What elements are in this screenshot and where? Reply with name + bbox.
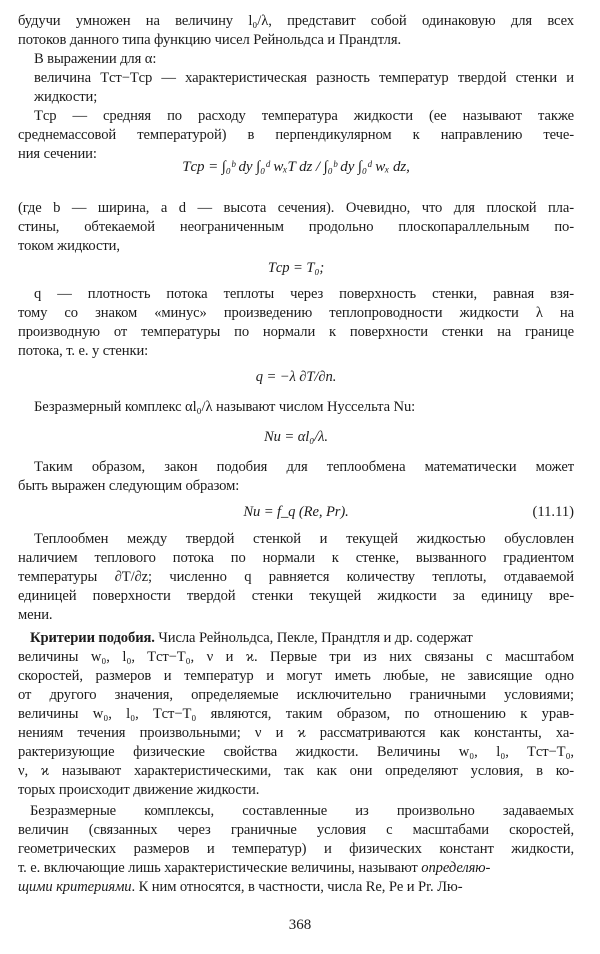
text-line: (где b — ширина, а d — высота сечения). Очевидно, что для плоской пла-: [18, 200, 574, 216]
equation-similarity-law: Nu = f_q (Re, Pr).: [243, 504, 349, 520]
text-line: в потоке сил, так и происходящих в потоке процессов переноса (напомним,: [18, 903, 88, 907]
text-fragment: т. е. включающие лишь характеристические величины, называют: [18, 860, 422, 876]
text-line: что при течении вязкой теплопроводящей жидкости имеют место перенос: [18, 906, 87, 910]
text-line: среднемассовой температурой) в перпендикулярном к направлению тече-: [18, 127, 574, 143]
text-fragment: Числа Рейнольдса, Пекле, Прандтля и др. содержат: [154, 630, 473, 646]
text-line: геометрических размеров и температур) и физических констант жидкости,: [18, 841, 574, 857]
equation-number: (11.11): [532, 504, 574, 520]
text-line: потока, т. е. у стенки:: [18, 343, 149, 359]
text-line: импульса вследствие вязкости и перенос теплоты за счет теплопроводности).: [18, 909, 90, 912]
section-heading-line: [30, 629, 574, 648]
text-line: единицей поверхности твердой стенки текущей жидкости за единицу вре-: [18, 588, 574, 604]
text-line: величины w₀, l₀, Tст−T₀ являются, таким образом, по отношению к урав-: [18, 706, 574, 722]
text-line: В выражении для α:: [34, 51, 157, 67]
section-heading: Критерии подобия.: [30, 630, 155, 646]
text-line: рактеризующие физические свойства жидкости. Величины w₀, l₀, Tст−T₀,: [18, 744, 574, 760]
equation-plate-temperature: Tср = T₀;: [267, 260, 325, 276]
text-line: наличием теплового потока по нормали к стенке, вызванного градиентом: [18, 550, 574, 566]
text-line: [18, 878, 574, 897]
text-line: температуры ∂T/∂z; численно q равняется количеству теплоты, отдаваемой: [18, 569, 574, 585]
text-line: величина Tст−Tср — характеристическая разность температур твердой стенки и жидкости;: [34, 70, 574, 105]
text-line: ское подобие, суть которого состоит в том, что при одинаковом значении со-: [18, 914, 89, 918]
text-line: нениям течения произвольными; ν и ϰ рассматриваются как константы, ха-: [18, 725, 574, 741]
text-line: производную от температуры по нормали к поверхности стенки на границе: [18, 324, 574, 340]
text-line: током жидкости,: [18, 238, 120, 254]
text-line: q — плотность потока теплоты через поверхность стенки, равная взя-: [34, 286, 574, 302]
equation-nusselt: Nu = αl₀/λ.: [264, 429, 328, 445]
text-line: тому со знаком «минус» произведению теплопроводности жидкости λ на: [18, 305, 574, 321]
text-line: стины, обтекаемой неограниченным продольно плоскопараллельным по-: [18, 219, 574, 235]
text-line: величин (связанных через граничные условия с масштабами скоростей,: [18, 822, 574, 838]
text-line: мени.: [18, 607, 53, 623]
text-line: ν, ϰ называют характеристическими, так как они определяют условия, в ко-: [18, 763, 574, 779]
text-line: скоростей, размеров и температур и могут иметь любые, не зависящие одно: [18, 668, 574, 684]
text-line: ния сечении:: [18, 146, 97, 162]
text-line: являются функциями определяющих критериев.: [18, 898, 64, 902]
text-line: Критерии подобия определяют относительное влияние как действующих: [18, 901, 87, 905]
text-line: Теплообмен между твердой стенкой и текущей жидкостью обусловлен: [34, 531, 574, 547]
page-number: 368: [288, 917, 312, 933]
text-line: величины w₀, l₀, Tст−T₀, ν и ϰ. Первые три из них связаны с масштабом: [18, 649, 574, 665]
text-line: Безразмерные комплексы, составленные из произвольно задаваемых: [30, 803, 574, 819]
text-line: потоков данного типа функцию чисел Рейнольдса и Прандтля.: [18, 32, 402, 48]
text-line: Таким образом, закон подобия для теплообмена математически может: [34, 459, 574, 475]
text-line: от другого значения, определяемые исключительно граничными условиями;: [18, 687, 574, 703]
equation-mean-temperature: Tср = ∫₀ᵇ dy ∫₀ᵈ wₓT dz / ∫₀ᵇ dy ∫₀ᵈ wₓ dz,: [182, 159, 410, 175]
text-line: Критерии подобия устанавливают, далее, динамическое или кинематиче-: [18, 911, 86, 915]
text-fragment: . К ним относятся, в частности, числа Re, Pe и Pr. Лю-: [131, 879, 463, 895]
text-line: Tср — средняя по расходу температура жидкости (ее называют также: [34, 108, 574, 124]
term-emphasis: определяю-: [421, 860, 491, 876]
text-line: быть выражен следующим образом:: [18, 478, 240, 494]
text-line: Безразмерный комплекс αl₀/λ называют числом Нуссельта Nu:: [34, 399, 416, 415]
text-line: бые другие безразмерные комплексы, характеризующие течение жидкости,: [18, 896, 88, 899]
text-line: торых происходит движение жидкости.: [18, 782, 260, 798]
text-line: [18, 859, 574, 878]
equation-heat-flux: q = −λ ∂T/∂n.: [255, 369, 337, 385]
text-line: будучи умножен на величину l₀/λ, представит собой одинаковую для всех: [18, 13, 574, 29]
term-emphasis: щими критериями: [18, 879, 132, 895]
